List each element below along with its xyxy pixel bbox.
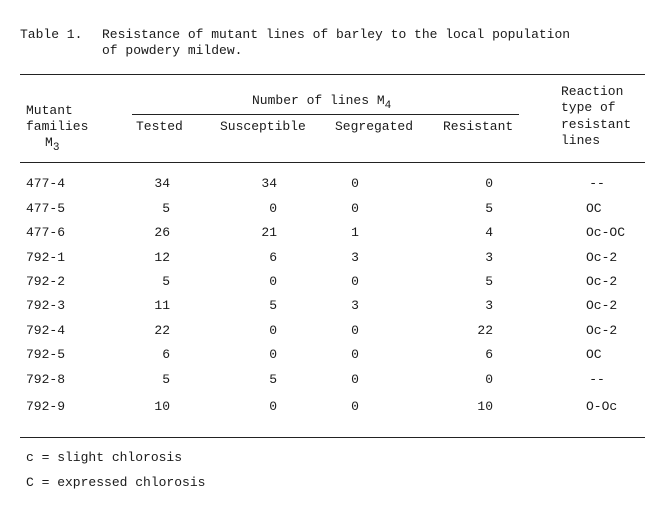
table-caption-line-2: of powdery mildew. bbox=[102, 43, 243, 58]
cell-tested: 6 bbox=[162, 347, 170, 362]
header-bottom-rule bbox=[20, 162, 645, 163]
cell-resistant: 10 bbox=[477, 399, 493, 414]
cell-susceptible: 21 bbox=[261, 225, 277, 240]
cell-tested: 26 bbox=[154, 225, 170, 240]
cell-segregated: 3 bbox=[351, 250, 359, 265]
header-col-resistant: Resistant bbox=[443, 119, 514, 134]
header-families-subscript: 3 bbox=[52, 142, 60, 154]
footnote-slight-chlorosis: c = slight chlorosis bbox=[26, 450, 183, 465]
cell-resistant: 5 bbox=[485, 274, 493, 289]
table-top-rule bbox=[20, 74, 645, 75]
cell-family: 477-4 bbox=[26, 176, 66, 191]
cell-resistant: 3 bbox=[485, 250, 493, 265]
cell-segregated: 0 bbox=[351, 201, 359, 216]
cell-reaction: Oc-2 bbox=[586, 323, 618, 338]
header-reaction-line-2: type of bbox=[561, 100, 616, 115]
cell-family: 792-5 bbox=[26, 347, 66, 362]
footnote-expressed-chlorosis: C = expressed chlorosis bbox=[26, 475, 206, 490]
cell-susceptible: 0 bbox=[269, 274, 277, 289]
header-families-m-letter: M bbox=[45, 135, 53, 150]
cell-segregated: 0 bbox=[351, 347, 359, 362]
cell-tested: 10 bbox=[154, 399, 170, 414]
table-bottom-rule bbox=[20, 437, 645, 438]
header-group-text: Number of lines M bbox=[252, 93, 385, 108]
header-families-line-1: Mutant bbox=[26, 103, 73, 118]
header-families-m3 bbox=[45, 135, 60, 154]
cell-reaction: Oc-OC bbox=[586, 225, 626, 240]
header-col-segregated: Segregated bbox=[335, 119, 414, 134]
cell-family: 792-1 bbox=[26, 250, 66, 265]
header-col-tested: Tested bbox=[136, 119, 183, 134]
cell-susceptible: 0 bbox=[269, 323, 277, 338]
cell-segregated: 3 bbox=[351, 298, 359, 313]
cell-reaction: Oc-2 bbox=[586, 274, 618, 289]
header-reaction-line-1: Reaction bbox=[561, 84, 624, 99]
cell-segregated: 0 bbox=[351, 274, 359, 289]
cell-resistant: 5 bbox=[485, 201, 493, 216]
cell-susceptible: 0 bbox=[269, 347, 277, 362]
cell-reaction: O-Oc bbox=[586, 399, 618, 414]
cell-tested: 5 bbox=[162, 201, 170, 216]
cell-tested: 12 bbox=[154, 250, 170, 265]
cell-family: 792-4 bbox=[26, 323, 66, 338]
cell-tested: 11 bbox=[154, 298, 170, 313]
cell-reaction: Oc-2 bbox=[586, 250, 618, 265]
cell-segregated: 0 bbox=[351, 399, 359, 414]
cell-reaction: OC bbox=[586, 347, 602, 362]
cell-susceptible: 6 bbox=[269, 250, 277, 265]
cell-segregated: 1 bbox=[351, 225, 359, 240]
cell-resistant: 3 bbox=[485, 298, 493, 313]
cell-tested: 5 bbox=[162, 372, 170, 387]
cell-reaction: -- bbox=[589, 372, 605, 387]
cell-resistant: 6 bbox=[485, 347, 493, 362]
cell-susceptible: 5 bbox=[269, 298, 277, 313]
cell-tested: 22 bbox=[154, 323, 170, 338]
cell-resistant: 4 bbox=[485, 225, 493, 240]
cell-resistant: 0 bbox=[485, 372, 493, 387]
cell-resistant: 0 bbox=[485, 176, 493, 191]
header-col-susceptible: Susceptible bbox=[220, 119, 306, 134]
header-reaction-line-4: lines bbox=[561, 133, 601, 148]
cell-susceptible: 5 bbox=[269, 372, 277, 387]
cell-family: 477-5 bbox=[26, 201, 66, 216]
cell-susceptible: 0 bbox=[269, 399, 277, 414]
header-group-label bbox=[252, 93, 392, 112]
cell-family: 792-9 bbox=[26, 399, 66, 414]
header-group-subscript: 4 bbox=[384, 100, 392, 112]
table-caption-label: Table 1. bbox=[20, 27, 83, 42]
header-reaction-line-3: resistant bbox=[561, 117, 632, 132]
cell-segregated: 0 bbox=[351, 176, 359, 191]
cell-susceptible: 34 bbox=[261, 176, 277, 191]
cell-family: 477-6 bbox=[26, 225, 66, 240]
cell-reaction: -- bbox=[589, 176, 605, 191]
cell-segregated: 0 bbox=[351, 372, 359, 387]
cell-reaction: Oc-2 bbox=[586, 298, 618, 313]
header-families-line-2: families bbox=[26, 119, 89, 134]
header-group-rule bbox=[132, 114, 519, 115]
cell-susceptible: 0 bbox=[269, 201, 277, 216]
cell-tested: 5 bbox=[162, 274, 170, 289]
cell-family: 792-3 bbox=[26, 298, 66, 313]
cell-reaction: OC bbox=[586, 201, 602, 216]
cell-family: 792-2 bbox=[26, 274, 66, 289]
cell-segregated: 0 bbox=[351, 323, 359, 338]
cell-tested: 34 bbox=[154, 176, 170, 191]
cell-resistant: 22 bbox=[477, 323, 493, 338]
table-caption-line-1: Resistance of mutant lines of barley to the local population bbox=[102, 27, 571, 42]
cell-family: 792-8 bbox=[26, 372, 66, 387]
